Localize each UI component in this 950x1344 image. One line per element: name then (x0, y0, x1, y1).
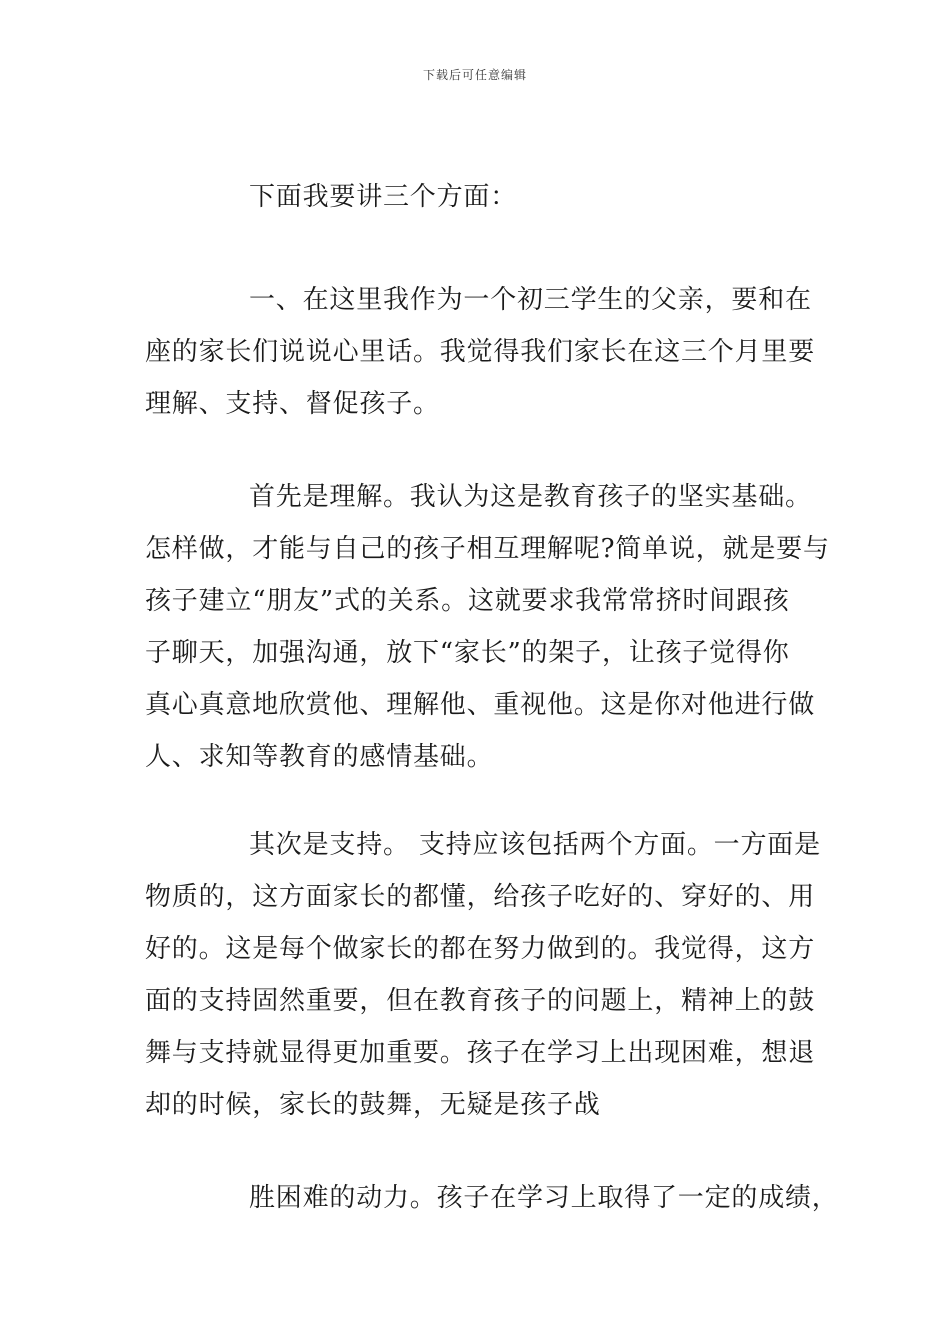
paragraph-2-line-5: 真心真意地欣赏他、理解他、重视他。这是你对他进行做 (145, 690, 816, 720)
paragraph-3-line-4: 面的支持固然重要，但在教育孩子的问题上，精神上的鼓 (145, 986, 816, 1016)
paragraph-3-line-3: 好的。这是每个做家长的都在努力做到的。我觉得，这方 (145, 934, 816, 964)
paragraph-2-line-1: 首先是理解。我认为这是教育孩子的坚实基础。 (249, 482, 812, 512)
paragraph-2-line-2: 怎样做，才能与自己的孩子相互理解呢?简单说，就是要与 (145, 534, 830, 564)
paragraph-3 (145, 819, 821, 1131)
paragraph-2-line-3: 孩子建立“朋友”式的关系。这就要求我常常挤时间跟孩 (145, 586, 790, 616)
paragraph-1 (145, 274, 816, 430)
paragraph-1-line-2: 座的家长们说说心里话。我觉得我们家长在这三个月里要 (145, 337, 816, 367)
paragraph-1-line-1: 一、在这里我作为一个初三学生的父亲，要和在 (249, 285, 812, 315)
paragraph-3-line-2: 物质的，这方面家长的都懂，给孩子吃好的、穿好的、用 (145, 882, 816, 912)
paragraph-2 (145, 471, 830, 783)
intro-line: 下面我要讲三个方面： (249, 182, 518, 212)
paragraph-2-line-6: 人、求知等教育的感情基础。 (145, 742, 494, 772)
paragraph-3-line-6: 却的时候，家长的鼓舞，无疑是孩子战 (145, 1090, 601, 1120)
paragraph-4 (145, 1172, 839, 1224)
paragraph-4-line-1: 胜困难的动力。孩子在学习上取得了一定的成绩， (249, 1183, 839, 1213)
paragraph-1-line-3: 理解、支持、督促孩子。 (145, 389, 440, 419)
header-note: 下载后可任意编辑 (422, 68, 527, 82)
intro-paragraph (145, 171, 809, 223)
paragraph-2-line-4: 子聊天，加强沟通，放下“家长”的架子，让孩子觉得你 (145, 638, 790, 668)
paragraph-3-line-1: 其次是支持。 支持应该包括两个方面。一方面是 (249, 830, 821, 860)
paragraph-3-line-5: 舞与支持就显得更加重要。孩子在学习上出现困难，想退 (145, 1038, 816, 1068)
